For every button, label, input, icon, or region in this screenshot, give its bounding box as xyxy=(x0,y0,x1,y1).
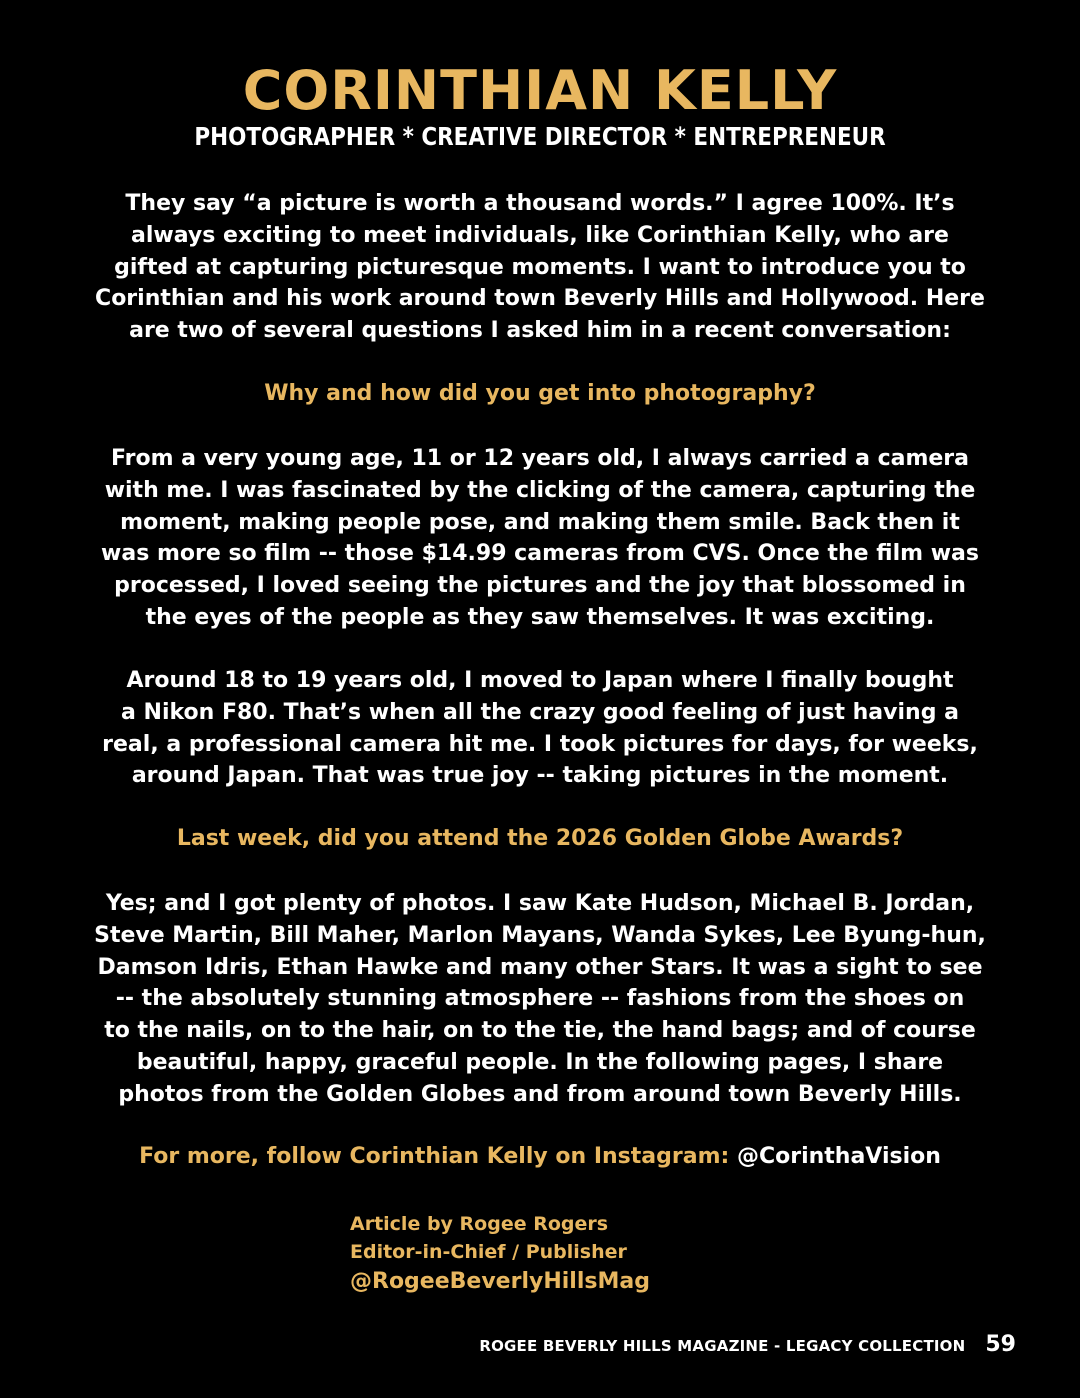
answer-line: around Japan. That was true joy -- taking pictures in the moment. xyxy=(131,763,949,789)
author-credit: Article by Rogee Rogers xyxy=(350,1213,609,1235)
answer-1-paragraph-2 xyxy=(70,665,1010,792)
answer-2-paragraph xyxy=(70,888,1010,1111)
intro-line: Corinthian and his work around town Beverly Hills and Hollywood. Here xyxy=(95,286,985,312)
answer-line: real, a professional camera hit me. I took pictures for days, for weeks, xyxy=(102,731,978,757)
intro-line: They say “a picture is worth a thousand words.” I agree 100%. It’s xyxy=(125,191,955,216)
answer-line: to the nails, on to the hair, on to the tie, the hand bags; and of course xyxy=(104,1018,976,1044)
answer-line: Yes; and I got plenty of photos. I saw Kate Hudson, Michael B. Jordan, xyxy=(105,891,975,916)
follow-text: For more, follow Corinthian Kelly on Instagram: xyxy=(139,1144,730,1169)
answer-line: -- the absolutely stunning atmosphere -- fashions from the shoes on xyxy=(115,986,965,1012)
answer-line: Around 18 to 19 years old, I moved to Japan where I finally bought xyxy=(126,668,954,693)
author-handle[interactable]: @RogeeBeverlyHillsMag xyxy=(350,1269,650,1294)
answer-line: the eyes of the people as they saw themselves. It was exciting. xyxy=(145,604,935,630)
answer-line: Damson Idris, Ethan Hawke and many other Stars. It was a sight to see xyxy=(97,954,983,980)
follow-line xyxy=(70,1141,1010,1173)
intro-line: are two of several questions I asked him in a recent conversation: xyxy=(129,318,951,344)
instagram-handle[interactable]: @CorinthaVision xyxy=(736,1144,941,1169)
page-title: CORINTHIAN KELLY xyxy=(242,59,838,122)
answer-line: moment, making people pose, and making them smile. Back then it xyxy=(120,509,960,535)
page-subtitle: PHOTOGRAPHER * CREATIVE DIRECTOR * ENTREPRENEUR xyxy=(194,122,886,151)
page-number: 59 xyxy=(985,1332,1016,1357)
intro-paragraph xyxy=(70,188,1010,347)
intro-line: always exciting to meet individuals, like Corinthian Kelly, who are xyxy=(131,222,949,248)
answer-line: From a very young age, 11 or 12 years old, I always carried a camera xyxy=(110,446,969,471)
page-footer xyxy=(479,1332,1016,1357)
footer-label: ROGEE BEVERLY HILLS MAGAZINE - LEGACY COLLECTION xyxy=(479,1337,966,1355)
answer-line: beautiful, happy, graceful people. In the following pages, I share xyxy=(136,1049,944,1075)
answer-line: Steve Martin, Bill Maher, Marlon Mayans, Wanda Sykes, Lee Byung-hun, xyxy=(94,922,986,948)
answer-line: was more so film -- those $14.99 cameras from CVS. Once the film was xyxy=(101,541,979,567)
answer-line: a Nikon F80. That’s when all the crazy good feeling of just having a xyxy=(121,699,959,725)
answer-line: photos from the Golden Globes and from around town Beverly Hills. xyxy=(118,1081,962,1107)
answer-1-paragraph-1 xyxy=(70,443,1010,634)
question-2: Last week, did you attend the 2026 Golden Globe Awards? xyxy=(176,826,904,851)
question-1: Why and how did you get into photography? xyxy=(264,381,816,406)
answer-line: processed, I loved seeing the pictures and the joy that blossomed in xyxy=(114,573,966,599)
intro-line: gifted at capturing picturesque moments. I want to introduce you to xyxy=(114,254,966,280)
author-role: Editor-in-Chief / Publisher xyxy=(350,1241,627,1263)
answer-line: with me. I was fascinated by the clicking of the camera, capturing the xyxy=(104,477,976,503)
